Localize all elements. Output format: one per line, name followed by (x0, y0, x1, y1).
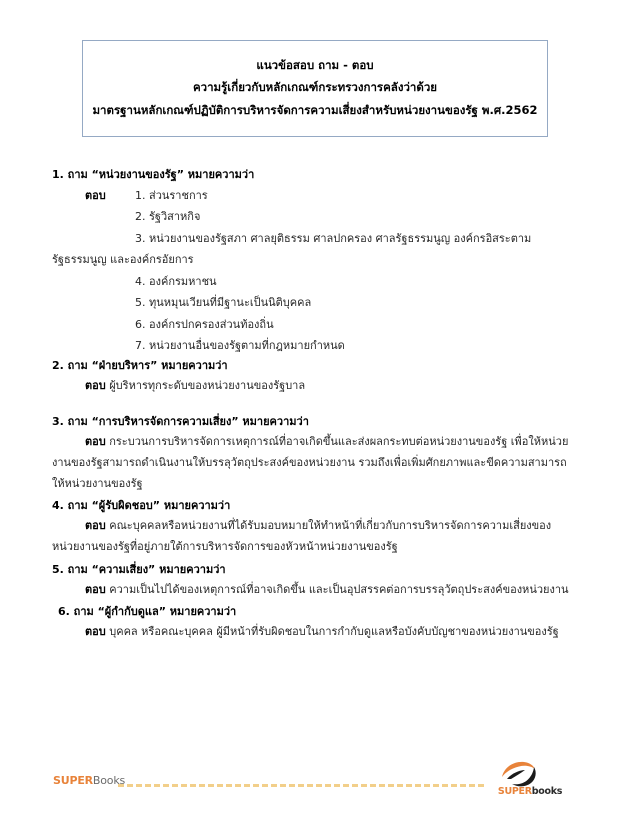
list-item: 4. องค์กรมหาชน (135, 274, 217, 288)
answer-label-6: ตอบ (85, 625, 106, 639)
answer-paragraph-6 (52, 622, 572, 643)
question-heading-5: 5. ถาม “ความเสี่ยง” หมายความว่า (52, 562, 226, 576)
footer-logo-text (484, 786, 576, 797)
section-spacer (52, 396, 572, 413)
answer-text-5: ความเป็นไปได้ของเหตุการณ์ที่อาจเกิดขึ้น และเป็นอุปสรรคต่อการบรรลุวัตถุประสงค์ของหน่วยงาน (109, 582, 569, 596)
answer-list-1 (52, 185, 572, 357)
list-item: 2. รัฐวิสาหกิจ (135, 210, 201, 224)
answer-text-4: คณะบุคคลหรือหน่วยงานที่ได้รับมอบหมายให้ทำหน้าที่เกี่ยวกับการบริหารจัดการความเสี่ยงของหน่วยงานของรัฐที่อยู่ภายใต้การบริหารจัดการของหัวหน้าหน่วยงานของรัฐ (52, 519, 552, 554)
superbooks-swirl-icon (498, 758, 538, 788)
answer-label-1: ตอบ (85, 189, 106, 203)
footer-logo (484, 758, 576, 804)
footer-brand (53, 774, 125, 787)
list-item: 7. หน่วยงานอื่นของรัฐตามที่กฎหมายกำหนด (135, 339, 345, 353)
question-heading-1: 1. ถาม “หน่วยงานของรัฐ” หมายความว่า (52, 168, 255, 181)
answer-paragraph-5 (52, 580, 572, 601)
list-item: 5. ทุนหมุนเวียนที่มีฐานะเป็นนิติบุคคล (135, 296, 312, 310)
answer-label-3: ตอบ (85, 435, 106, 449)
footer-brand-super: SUPER (53, 774, 93, 787)
question-heading-4: 4. ถาม “ผู้รับผิดชอบ” หมายความว่า (52, 499, 231, 513)
question-heading-3: 3. ถาม “การบริหารจัดการความเสี่ยง” หมายความว่า (52, 415, 309, 429)
answer-text-3: กระบวนการบริหารจัดการเหตุการณ์ที่อาจเกิดขึ้นและส่งผลกระทบต่อหน่วยงานของรัฐ เพื่อให้หน่วยงานของรัฐสามารถดำเนินงานให้บรรลุวัตถุประสงค์ของหน่วยงาน รวมถึงเพื่อเพิ่มศักยภาพและขีดความสามารถให้หน่วยงานของรัฐ (52, 435, 569, 490)
answer-text-2: ผู้บริหารทุกระดับของหน่วยงานของรัฐบาล (109, 378, 306, 392)
question-heading-6: 6. ถาม “ผู้กำกับดูแล” หมายความว่า (58, 605, 237, 619)
answer-paragraph-3 (52, 432, 572, 494)
title-line-3: มาตรฐานหลักเกณฑ์ปฏิบัติการบริหารจัดการความเสี่ยงสำหรับหน่วยงานของรัฐ พ.ศ.2562 (92, 102, 538, 117)
document-body (52, 166, 572, 643)
footer-divider (118, 784, 484, 787)
answer-text-6: บุคคล หรือคณะบุคคล ผู้มีหน้าที่รับผิดชอบในการกำกับดูแลหรือบังคับบัญชาของหน่วยงานของรัฐ (109, 625, 559, 639)
answer-label-2: ตอบ (85, 378, 106, 392)
footer-logo-super: SUPER (497, 786, 532, 797)
list-item: 6. องค์กรปกครองส่วนท้องถิ่น (135, 317, 274, 331)
title-line-1: แนวข้อสอบ ถาม - ตอบ (256, 57, 374, 72)
answer-paragraph-2 (52, 376, 572, 397)
footer-brand-books: Books (92, 774, 126, 787)
answer-label-5: ตอบ (85, 582, 106, 596)
document-title-box (82, 40, 548, 137)
answer-label-4: ตอบ (85, 519, 106, 533)
answer-paragraph-4 (52, 516, 572, 557)
answer-block-1 (52, 185, 572, 357)
list-item: 3. หน่วยงานของรัฐสภา ศาลยุติธรรม ศาลปกครอง ศาลรัฐธรรมนูญ องค์กรอิสระตาม (135, 231, 532, 245)
list-item: 1. ส่วนราชการ (135, 189, 208, 203)
list-item-continuation-text: รัฐธรรมนูญ และองค์กรอัยการ (52, 253, 194, 267)
title-line-2: ความรู้เกี่ยวกับหลักเกณฑ์กระทรวงการคลังว่าด้วย (192, 80, 438, 95)
question-heading-2: 2. ถาม “ฝ่ายบริหาร” หมายความว่า (52, 358, 228, 372)
footer-logo-books: books (531, 786, 563, 797)
list-item-continuation (52, 249, 572, 270)
